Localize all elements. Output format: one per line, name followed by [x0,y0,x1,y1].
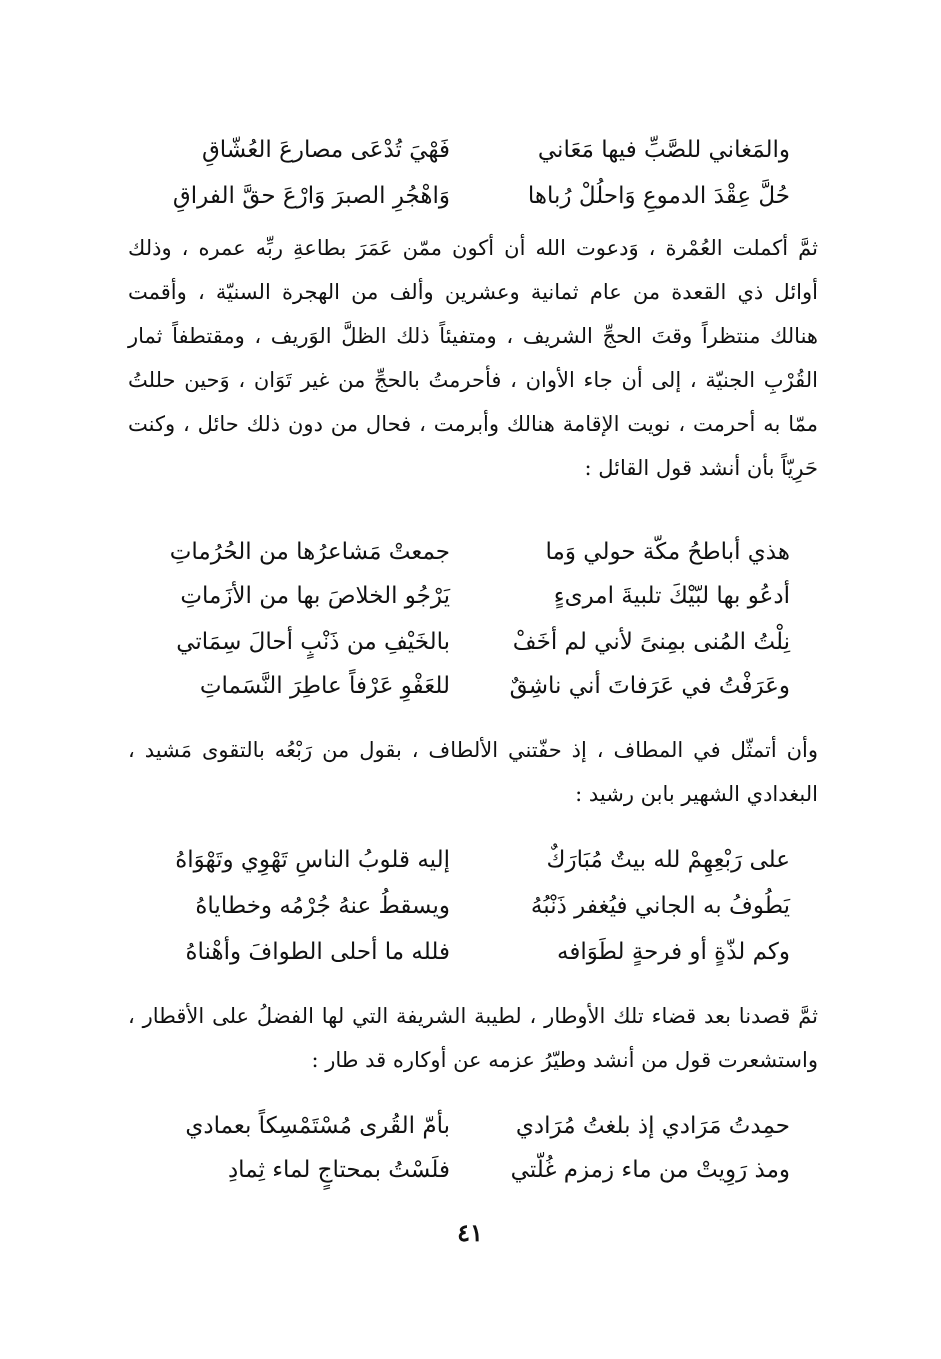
verse-second-hemistich: وَاهْجُرِ الصبرَ وَارْعَ حقَّ الفراقِ [172,183,450,209]
verse-second-hemistich: جمعتْ مَشاعرُها من الحُرُماتِ [169,539,450,565]
verse-line [150,128,790,172]
verse-line [150,664,790,708]
verse-line [150,530,790,574]
verse-line [150,930,790,974]
verse-second-hemistich: فلَسْتُ بمحتاجٍ لماء ثِمادِ [227,1157,450,1183]
verse-line [150,1104,790,1148]
verse-first-hemistich: ومذ رَوِيتْ من ماء زمزم غُلّتي [510,1157,790,1183]
verse-first-hemistich: والمَغاني للصَّبِّ فيها مَعَاني [537,137,790,163]
verse-line [150,620,790,664]
verse-first-hemistich: حمِدتُ مَرَادي إذ بلغتُ مُرَادي [515,1113,790,1139]
prose-paragraph: ثمَّ قصدنا بعد قضاء تلك الأوطار ، لطيبة الشريفة التي لها الفضلُ على الأقطار ، واستشعرت قول من أنشد وطيّرُ عزمه عن أوكاره قد طار : [128,1004,818,1072]
verse-first-hemistich: على رَبْعِهِمْ لله بيتٌ مُبَارَكٌ [546,847,790,873]
prose-paragraph: وأن أتمثّل في المطاف ، إذ حفّتني الألطاف ، بقول من رَبْعُه بالتقوى مَشيد ، البغدادي الشهير بابن رشيد : [128,738,818,806]
verse-second-hemistich: فلله ما أحلى الطوافَ وأهْناهُ [185,939,450,965]
verse-first-hemistich: أدعُو بها لبّيْكَ تلبيةَ امرىءٍ [553,583,790,609]
verse-second-hemistich: ويسقطُ عنهُ جُرْمُه وخطاياهُ [195,893,450,919]
verse-line [150,884,790,928]
verse-first-hemistich: هذي أباطحُ مكّة حولي وَما [545,539,790,565]
verse-first-hemistich: وكم لذّةٍ أو فرحةٍ لطَوَافه [557,939,790,965]
verse-second-hemistich: فَهْيَ تُدْعَى مصارعَ العُشّاقِ [201,137,450,163]
verse-second-hemistich: إليه قلوبُ الناسِ تَهْوِي وتَهْوَاهُ [175,847,450,873]
verse-line [150,1148,790,1192]
verse-line [150,838,790,882]
verse-line [150,174,790,218]
verse-first-hemistich: حُلَّ عِقْدَ الدموعِ وَاحلُلْ رُباها [527,183,790,209]
verse-first-hemistich: نِلْتُ المُنى بمِنىً لأني لم أخَفْ [512,629,790,655]
prose-paragraph: ثمَّ أكملت العُمْرة ، وَدعوت الله أن أكون ممّن عَمَرَ بطاعةِ ربِّه عمره ، وذلك أوائل ذي القعدة من عام ثمانية وعشرين وألف من الهجرة السنيّة ، وأقمت هنالك منتظراً وقتَ الحجِّ الشريف ، ومتفيئاً ذلك الظلَّ الوَريف ، ومقتطفاً ثمار القُرْبِ الجنيّة ، إلى أن جاء الأوان ، فأحرمتُ بالحجِّ من غير تَوَان ، وَحين حللتُ ممّا به أحرمت ، نويت الإقامة هنالك وأبرمت ، فحال من دون ذلك حائل ، وكنت حَرِيّاً بأن أنشد قول القائل : [128,236,818,480]
page-number: ٤١ [457,1218,483,1247]
verse-first-hemistich: وعَرَفْتُ في عَرَفاتَ أني ناشِقٌ [509,673,790,699]
verse-second-hemistich: للعَفْوِ عَرْفاً عاطِرَ النَّسَماتِ [199,673,450,699]
verse-line [150,574,790,618]
verse-second-hemistich: يَرْجُو الخلاصَ بها من الأزَماتِ [180,583,450,609]
verse-second-hemistich: بالخَيْفِ من ذَنْبٍ أحالَ سِمَاتي [176,629,450,655]
verse-first-hemistich: يَطُوفُ به الجاني فيُغفر ذَنْبُهُ [530,893,790,919]
verse-second-hemistich: بأمّ القُرى مُسْتَمْسِكاً بعمادي [185,1113,450,1139]
